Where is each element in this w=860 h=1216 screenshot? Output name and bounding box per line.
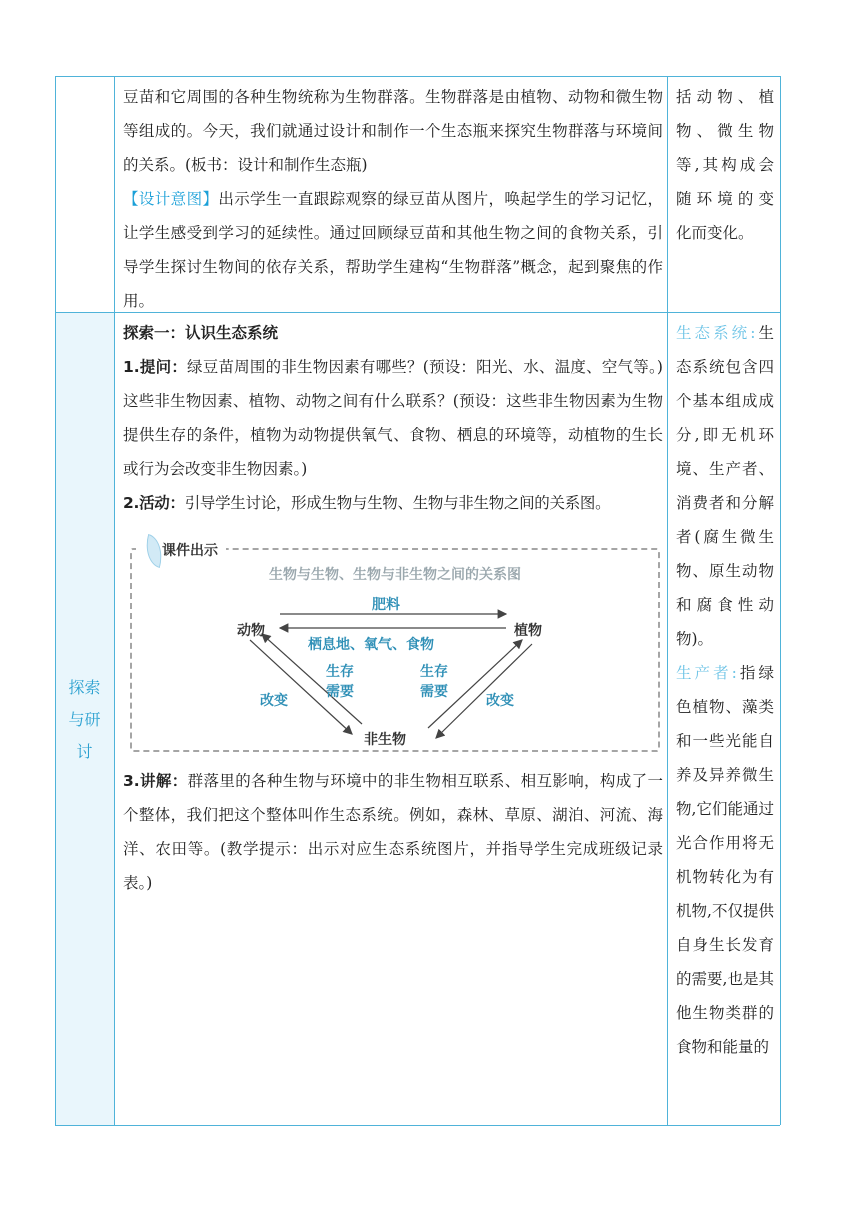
design-intent-text: 出示学生一直跟踪观察的绿豆苗从图片，唤起学生的学习记忆，让学生感受到学习的延续性。通过回顾绿豆苗和其他生物之间的食物关系，引导学生探讨生物间的依存关系，帮助学生建构“生物群落”概念，起到聚焦的作用。: [123, 190, 663, 310]
side-note-line: 随环境的变: [676, 190, 774, 208]
row2-side-note: [676, 316, 774, 1064]
edge-label-habitat: 栖息地、氧气、食物: [308, 637, 434, 653]
table-border-bottom: [55, 1125, 780, 1126]
section-label-line: 探索: [68, 678, 101, 697]
item-label: 提问：: [139, 358, 188, 376]
edge-label-fertilizer: 肥料: [372, 597, 400, 613]
edge-label-need-left: [326, 662, 354, 702]
edge-label-line: 生存: [326, 664, 354, 680]
side-note-key: 生态系统:: [676, 324, 756, 342]
section-label-line: 讨: [76, 742, 93, 761]
section-heading: 探索一：认识生态系统: [123, 324, 279, 342]
edge-label-change-right: 改变: [486, 693, 514, 709]
edge-label-change-left: 改变: [260, 693, 288, 709]
section-label-line: 与研: [68, 710, 101, 729]
item-number: 1.: [123, 358, 140, 376]
side-note-text: 指绿色植物、藻类和一些光能自养及异养微生物,它们能通过光合作用将无机物转化为有机物,不仅提供自身生长发育的需要,也是其他生物类群的食物和能量的: [676, 664, 774, 1056]
table-col-divider: [667, 76, 668, 1125]
design-intent-tag: 【设计意图】: [123, 190, 219, 208]
node-plant: 植物: [514, 623, 542, 639]
side-note-line: 物、微生物: [676, 122, 774, 140]
courseware-badge: 课件出示: [136, 538, 226, 564]
item-label: 讲解：: [139, 772, 188, 790]
item-number: 3.: [123, 772, 140, 790]
lecture-paragraph: [123, 764, 663, 900]
arrow-change-right: [436, 644, 532, 738]
row1-side-note: [676, 80, 774, 250]
item-text: 群落里的各种生物与环境中的非生物相互联系、相互影响，构成了一个整体，我们把这个整体叫作生态系统。例如，森林、草原、湖泊、河流、海洋、农田等。(教学提示：出示对应生态系统图片，并指导学生完成班级记录表。): [123, 772, 663, 892]
item-text: 引导学生讨论，形成生物与生物、生物与非生物之间的关系图。: [184, 494, 611, 512]
question-paragraph: [123, 350, 663, 486]
side-note-key: 生产者:: [676, 664, 737, 682]
edge-label-need-right: [420, 662, 448, 702]
lesson-table: [55, 76, 780, 1125]
row2-main-text: [123, 316, 663, 520]
side-note-line: 化而变化。: [676, 224, 754, 242]
item-text: 绿豆苗周围的非生物因素有哪些？(预设：阳光、水、温度、空气等。)这些非生物因素、植物、动物之间有什么联系？(预设：这些非生物因素为生物提供生存的条件，植物为动物提供氧气、食物、栖息的环境等，动植物的生长或行为会改变非生物因素。): [123, 358, 663, 478]
section-label: [55, 672, 114, 768]
side-note-ecosystem: [676, 316, 774, 656]
side-note-text: 生态系统包含四个基本组成成分,即无机环境、生产者、消费者和分解者(腐生微生物、原生动物和腐食性动物)。: [676, 324, 774, 648]
table-border-left: [55, 76, 56, 1125]
paragraph: 豆苗和它周围的各种生物统称为生物群落。生物群落是由植物、动物和微生物等组成的。今天，我们就通过设计和制作一个生态瓶来探究生物群落与环境间的关系。(板书：设计和制作生态瓶): [123, 88, 663, 174]
row1-main-text: [123, 80, 663, 318]
node-animal: 动物: [237, 623, 265, 639]
relationship-diagram: [130, 544, 660, 754]
edge-label-line: 需要: [420, 684, 448, 700]
item-label: 活动：: [139, 494, 185, 512]
side-note-line: 括动物、植: [676, 88, 774, 106]
edge-label-line: 需要: [326, 684, 354, 700]
diagram-title: 生物与生物、生物与非生物之间的关系图: [269, 567, 521, 583]
side-note-producer: [676, 656, 774, 1064]
activity-paragraph: [123, 486, 663, 520]
design-intent-paragraph: [123, 182, 663, 318]
side-note-line: 等,其构成会: [676, 156, 774, 174]
table-col-divider: [114, 76, 115, 1125]
item-number: 2.: [123, 494, 140, 512]
node-nonliving: 非生物: [364, 732, 406, 748]
edge-label-line: 生存: [420, 664, 448, 680]
table-border-top: [55, 76, 780, 77]
table-border-right: [780, 76, 781, 1125]
row2-main-text-continued: [123, 764, 663, 900]
